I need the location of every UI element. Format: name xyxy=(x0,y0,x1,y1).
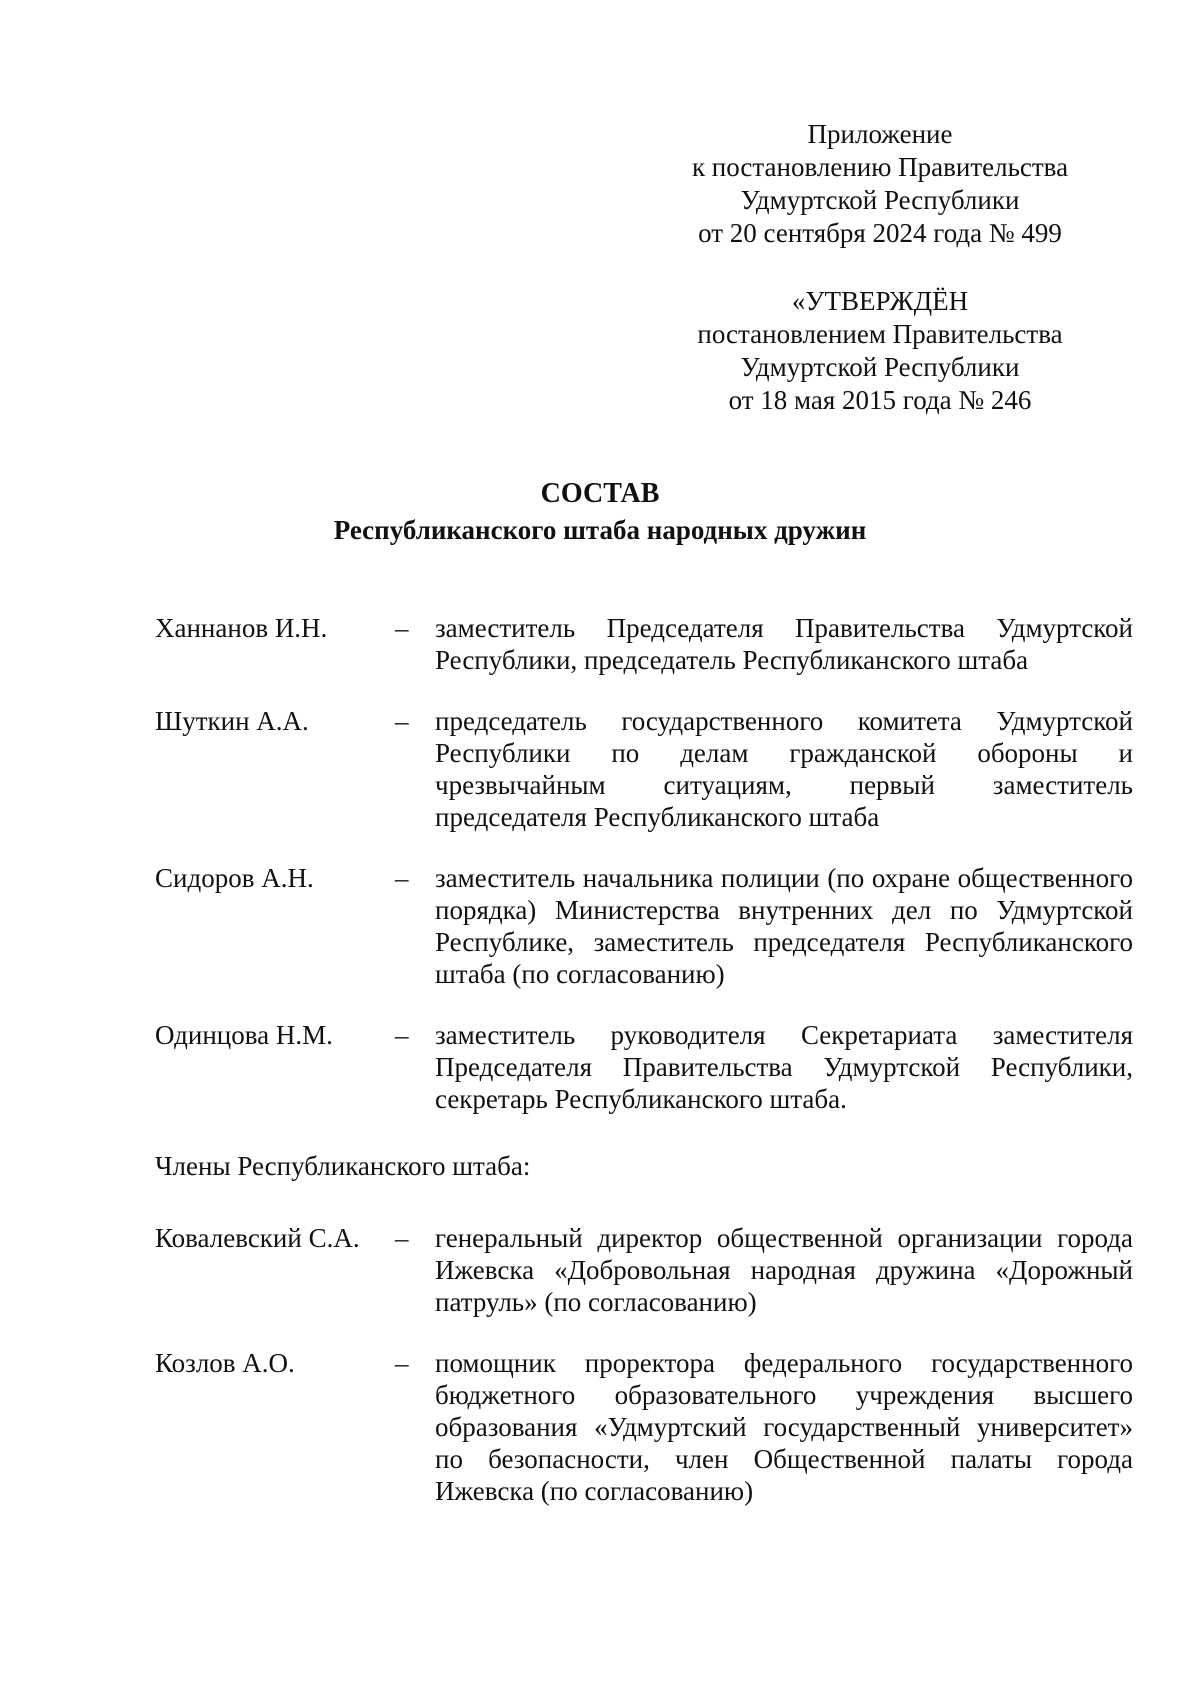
list-item xyxy=(155,705,1133,833)
member-position: заместитель начальника полиции (по охране общественного порядка) Министерства внутренних дел по Удмуртской Республике, заместитель председателя Республиканского штаба (по согласованию) xyxy=(435,863,1133,989)
member-name: Одинцова Н.М. xyxy=(155,1020,333,1050)
approval-line: постановлением Правительства xyxy=(697,319,1063,349)
dash-separator: – xyxy=(395,1223,409,1253)
member-name: Ханнанов И.Н. xyxy=(155,613,328,643)
appendix-line: Удмуртской Республики xyxy=(740,185,1020,215)
approval-line: Удмуртской Республики xyxy=(740,352,1020,382)
list-item xyxy=(155,612,1133,676)
leadership-list xyxy=(155,612,1133,1144)
appendix-line: от 20 сентября 2024 года № 499 xyxy=(698,218,1062,248)
list-item xyxy=(155,1019,1133,1115)
dash-separator: – xyxy=(395,863,409,893)
list-item xyxy=(155,1222,1133,1318)
member-name: Козлов А.О. xyxy=(155,1348,295,1378)
approval-line: от 18 мая 2015 года № 246 xyxy=(728,385,1032,415)
member-position: заместитель Председателя Правительства Удмуртской Республики, председатель Республиканского штаба xyxy=(435,613,1133,675)
dash-separator: – xyxy=(395,1020,409,1050)
member-position: генеральный директор общественной организации города Ижевска «Добровольная народная дружина «Дорожный патруль» (по согласованию) xyxy=(435,1223,1133,1317)
appendix-line: к постановлению Правительства xyxy=(691,152,1069,182)
appendix-stamp xyxy=(640,118,1120,250)
member-position: заместитель руководителя Секретариата заместителя Председателя Правительства Удмуртской Республики, секретарь Республиканского штаба. xyxy=(435,1020,1133,1114)
members-section-label: Члены Республиканского штаба: xyxy=(155,1151,531,1181)
document-title: СОСТАВ xyxy=(540,478,660,509)
approval-line: «УТВЕРЖДЁН xyxy=(791,286,969,316)
member-name: Шуткин А.А. xyxy=(155,706,309,736)
member-name: Ковалевский С.А. xyxy=(155,1223,360,1253)
dash-separator: – xyxy=(395,1348,409,1378)
dash-separator: – xyxy=(395,613,409,643)
members-list xyxy=(155,1222,1133,1536)
document-heading xyxy=(0,476,1200,548)
appendix-line: Приложение xyxy=(807,119,953,149)
approval-stamp xyxy=(640,285,1120,417)
document-subtitle: Республиканского штаба народных дружин xyxy=(333,515,867,545)
member-position: председатель государственного комитета Удмуртской Республики по делам гражданской обороны и чрезвычайным ситуациям, первый заместитель председателя Республиканского штаба xyxy=(435,706,1133,832)
member-position: помощник проректора федерального государственного бюджетного образовательного учреждения высшего образования «Удмуртский государственный университет» по безопасности, член Общественной палаты города Ижевска (по согласованию) xyxy=(435,1348,1133,1506)
list-item xyxy=(155,1347,1133,1507)
list-item xyxy=(155,862,1133,990)
member-name: Сидоров А.Н. xyxy=(155,863,314,893)
dash-separator: – xyxy=(395,706,409,736)
